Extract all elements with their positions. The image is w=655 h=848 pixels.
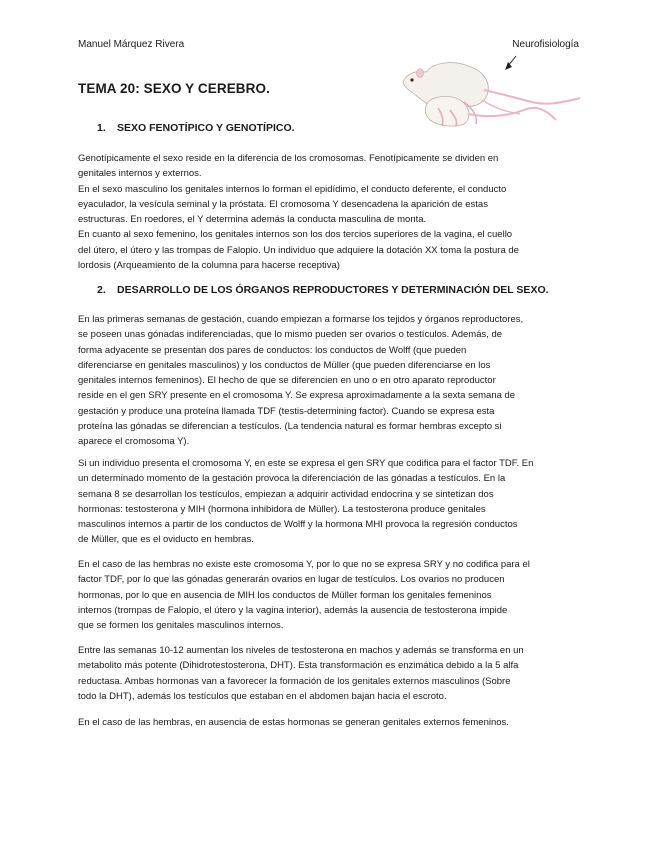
text-line: proteína las gónadas se diferencian a testículos. (La tendencia natural es formar hembras excepto si	[78, 421, 502, 433]
paragraph-6	[78, 715, 582, 730]
text-line: metabolito más potente (Dihidrotestosterona, DHT). Esta transformación es enzimática debido a la 5 alfa	[78, 660, 519, 672]
text-line: que se formen los genitales masculinos internos.	[78, 620, 284, 632]
section-title: DESARROLLO DE LOS ÓRGANOS REPRODUCTORES Y DETERMINACIÓN DEL SEXO.	[117, 284, 549, 296]
text-line: reside en el gen SRY presente en el cromosoma Y. Se expresa aproximadamente a la sexta semana de	[78, 390, 516, 402]
text-line: hormonas: testosterona y MIH (hormona inhibidora de Müller). La testosterona produce genitales	[78, 503, 486, 515]
header-author: Manuel Márquez Rivera	[78, 39, 185, 50]
text-line: del útero, el útero y las trompas de Falopio. Un individuo que adquiere la dotación XX toma la postura de	[78, 244, 519, 256]
text-line: gestación y produce una proteína llamada TDF (testis-determining factor). Cuando se expresa esta	[78, 405, 495, 417]
text-line: En el caso de las hembras no existe este cromosoma Y, por lo que no se expresa SRY y no codifica para el	[78, 559, 530, 570]
text-line: semana 8 se desarrollan los testículos, empiezan a adquirir actividad endocrina y se sintetizan dos	[78, 488, 494, 500]
text-line: Entre las semanas 10-12 aumentan los niveles de testosterona en machos y además se transforma en un	[78, 645, 524, 656]
text-line: En cuanto al sexo femenino, los genitales internos son los dos tercios superiores de la vagina, el cuello	[78, 229, 513, 241]
text-line: se poseen unas gónadas indiferenciadas, que lo mismo pueden ser ovarios o testículos. Además, de	[78, 329, 503, 341]
text-line: un determinado momento de la gestación provoca la diferenciación de las gónadas a testículos. En la	[78, 473, 506, 485]
text-line: diferenciarse en genitales masculinos) y los conductos de Müller (que pueden diferenciarse en los	[78, 359, 491, 371]
text-line: factor TDF, por lo que las gónadas generarán ovarios en lugar de testículos. Los ovarios no producen	[78, 574, 505, 586]
section-number: 2.	[97, 284, 106, 296]
text-line: masculinos internos a partir de los conductos de Wolff y la hormona MHI provoca la regresión conductos	[78, 519, 518, 531]
paragraph-4	[78, 557, 582, 633]
text-line: Si un individuo presenta el cromosoma Y, en este se expresa el gen SRY que codifica para el factor TDF. En	[78, 458, 534, 469]
section-heading-1	[97, 122, 295, 135]
paragraph-2	[78, 312, 582, 450]
text-line: lordosis (Arqueamiento de la columna para hacerse receptiva)	[78, 260, 340, 272]
text-line: aparece el cromosoma Y).	[78, 436, 190, 448]
section-title: SEXO FENOTÍPICO Y GENOTÍPICO.	[117, 122, 295, 134]
text-line: reductasa. Ambas hormonas van a favorecer la formación de los genitales externos masculinos (Sobre	[78, 675, 511, 687]
paragraph-5	[78, 643, 582, 704]
text-line: genitales internos femeninos). El hecho de que se diferencien en uno o en otro aparato reproductor	[78, 375, 496, 387]
text-line: genitales internos y externos.	[78, 168, 202, 180]
header-subject: Neurofisiología	[512, 39, 579, 50]
text-line: forma adyacente se presentan dos pares de conductos: los conductos de Wolff (que pueden	[78, 344, 467, 356]
text-line: hormonas, por lo que en ausencia de MIH los conductos de Müller forman los genitales femeninos	[78, 589, 492, 601]
rat-illustration-icon	[398, 52, 582, 128]
text-line: En el caso de las hembras, en ausencia de estas hormonas se generan genitales externos femeninos.	[78, 717, 509, 728]
paragraph-1	[78, 151, 582, 273]
page-title: TEMA 20: SEXO Y CEREBRO.	[78, 81, 270, 96]
text-line: todo la DHT), además los testículos que estaban en el abdomen bajan hacia el escroto.	[78, 690, 447, 702]
text-line: de Müller, que es el oviducto en hembras.	[78, 534, 254, 546]
text-line: internos (trompas de Falopio, el útero y la vagina interior), además la ausencia de testosterona impide	[78, 604, 508, 616]
section-number: 1.	[97, 122, 106, 134]
text-line: estructuras. En roedores, el Y determina además la conducta masculina de monta.	[78, 214, 427, 226]
text-line: En las primeras semanas de gestación, cuando empiezan a formarse los tejidos y órganos reproductores,	[78, 314, 524, 325]
text-line: Genotípicamente el sexo reside en la diferencia de los cromosomas. Fenotípicamente se dividen en	[78, 153, 499, 164]
section-heading-2	[97, 284, 549, 297]
paragraph-3	[78, 456, 582, 548]
text-line: En el sexo masculino los genitales internos lo forman el epidídimo, el conducto deferente, el conducto	[78, 183, 507, 195]
text-line: eyaculador, la vesícula seminal y la próstata. El cromosoma Y desencadena la aparición de estas	[78, 198, 488, 210]
